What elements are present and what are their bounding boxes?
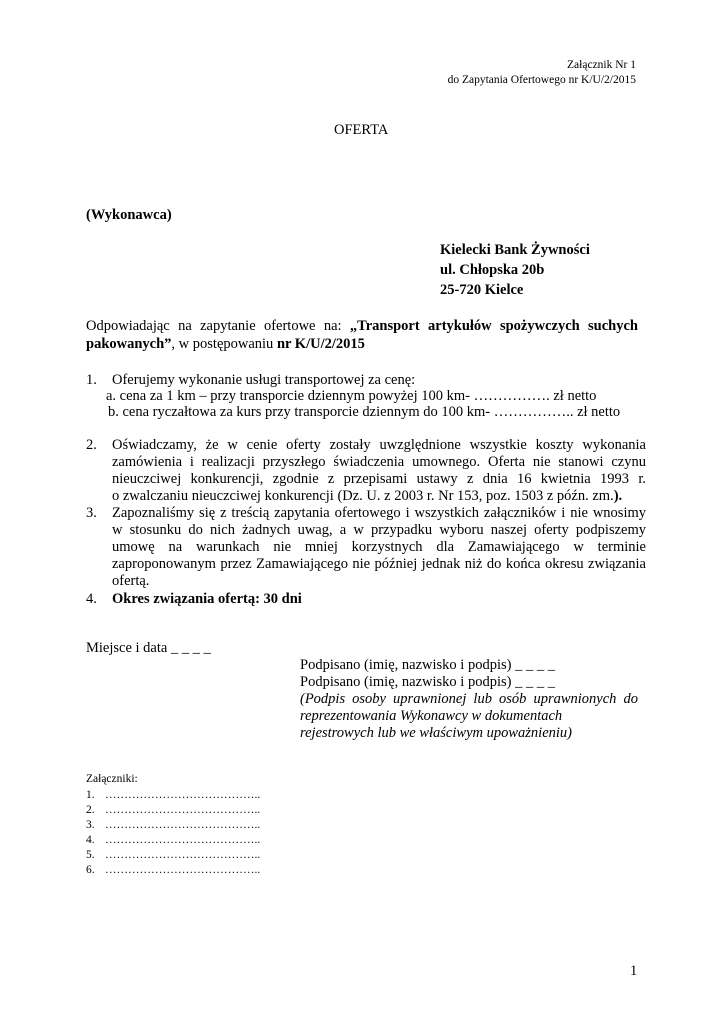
page-title: OFERTA — [334, 122, 389, 138]
point-3-line-3: umowę na warunkach nie mniej korzystnych dla Zamawiającego w terminie — [112, 539, 646, 555]
contractor-label: (Wykonawca) — [86, 207, 172, 223]
point-4-text: Okres związania ofertą: 30 dni — [112, 591, 302, 607]
recipient-street: ul. Chłopska 20b — [440, 262, 545, 278]
point-2-number: 2. — [86, 437, 97, 453]
point-3-line-1: Zapoznaliśmy się z treścią zapytania ofertowego i wszystkich załączników i nie wnosimy — [112, 505, 646, 521]
point-1-number: 1. — [86, 372, 97, 388]
signature-note-line-3: rejestrowych lub we właściwym upoważnieniu) — [300, 725, 572, 741]
point-2-line-2: zamówienia i realizacji przyszłego świadczenia umownego. Oferta nie stanowi czynu — [112, 454, 646, 470]
point-3-line-2: w stosunku do nich żadnych uwag, a w przypadku wyboru naszej oferty podpiszemy — [112, 522, 646, 538]
point-3-line-4: zaproponowanym przez Zamawiającego nie później jednak niż do końca okresu związania — [112, 556, 646, 572]
place-date-field: Miejsce i data _ _ _ _ — [86, 640, 211, 656]
attachment-item-blank: ………………………………….. — [105, 834, 261, 846]
attachment-item-number: 6. — [86, 864, 95, 876]
attachment-item-number: 2. — [86, 804, 95, 816]
point-2-line-4-end: ). — [613, 488, 623, 504]
recipient-city: 25-720 Kielce — [440, 282, 524, 298]
point-1b-text: b. cena ryczałtowa za kurs przy transporcie dziennym do 100 km- …………….. zł netto — [108, 404, 621, 420]
attachments-label: Załączniki: — [86, 773, 138, 785]
recipient-name: Kielecki Bank Żywności — [440, 242, 590, 258]
signature-line-2: Podpisano (imię, nazwisko i podpis) _ _ _ _ — [300, 674, 555, 690]
attachment-item-blank: ………………………………….. — [105, 804, 261, 816]
point-3-line-5: ofertą. — [112, 573, 150, 589]
signature-line-1: Podpisano (imię, nazwisko i podpis) _ _ _ _ — [300, 657, 555, 673]
point-2-line-4 — [112, 488, 622, 505]
attachment-item-number: 4. — [86, 834, 95, 846]
page-number: 1 — [630, 963, 638, 979]
intro-middle: , w postępowaniu — [171, 336, 277, 352]
attachment-item-number: 5. — [86, 849, 95, 861]
attachment-item-number: 1. — [86, 789, 95, 801]
point-1a-text: a. cena za 1 km – przy transporcie dziennym powyżej 100 km- ……………. zł netto — [106, 388, 597, 404]
point-2-line-1: Oświadczamy, że w cenie oferty zostały uwzględnione wszystkie koszty wykonania — [112, 437, 646, 453]
signature-note-line-1: (Podpis osoby uprawnionej lub osób uprawnionych do — [300, 691, 638, 707]
attachment-number: Załącznik Nr 1 — [567, 59, 636, 71]
attachment-item-blank: ………………………………….. — [105, 864, 261, 876]
intro-prefix: Odpowiadając na zapytanie ofertowe na: — [86, 318, 342, 334]
attachment-item-blank: ………………………………….. — [105, 819, 261, 831]
signature-note-line-2: reprezentowania Wykonawcy w dokumentach — [300, 708, 563, 724]
point-3-number: 3. — [86, 505, 97, 521]
intro-line-1 — [86, 318, 638, 335]
inquiry-reference: do Zapytania Ofertowego nr K/U/2/2015 — [447, 74, 636, 86]
point-2-line-4-text: o zwalczaniu nieuczciwej konkurencji (Dz. U. z 2003 r. Nr 153, poz. 1503 z późn. zm. — [112, 488, 614, 504]
attachment-item-blank: ………………………………….. — [105, 849, 261, 861]
intro-reference: nr K/U/2/2015 — [276, 336, 365, 352]
point-4-number: 4. — [86, 591, 97, 607]
point-1-text: Oferujemy wykonanie usługi transportowej za cenę: — [112, 372, 416, 388]
intro-line-2 — [86, 336, 365, 353]
intro-subject-1: „Transport artykułów spożywczych suchych — [349, 318, 638, 334]
point-2-line-3: nieuczciwej konkurencji, zgodnie z przepisami ustawy z dnia 16 kwietnia 1993 r. — [112, 471, 646, 487]
attachment-item-blank: ………………………………….. — [105, 789, 261, 801]
attachment-item-number: 3. — [86, 819, 95, 831]
intro-subject-2: pakowanych” — [86, 336, 172, 352]
